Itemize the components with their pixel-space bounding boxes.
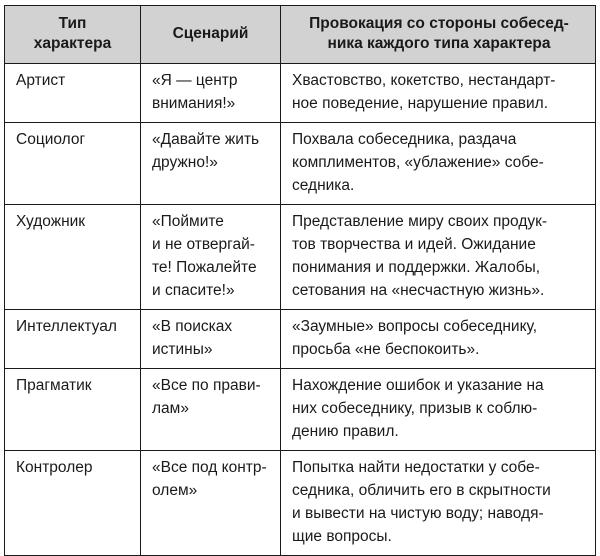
provocation-text: Похвала собеседника, раздача комплиментов, «ублажение» собе- седника. (292, 131, 544, 194)
header-provocation-label: Провокация со стороны собесед- ника каждого типа характера (309, 15, 569, 52)
table-body (5, 64, 596, 556)
provocation-cell (281, 64, 596, 123)
table-row (5, 310, 596, 369)
table-row (5, 123, 596, 205)
provocation-text: Нахождение ошибок и указание на них собеседнику, призыв к соблю- дению правил. (292, 377, 544, 440)
scenario-cell (141, 64, 281, 123)
type-cell (5, 123, 141, 205)
scenario-text: «Все по прави- лам» (152, 377, 261, 417)
provocation-cell (281, 123, 596, 205)
character-types-table (4, 5, 596, 556)
header-type-label: Тип характера (33, 15, 112, 52)
provocation-cell (281, 205, 596, 310)
header-provocation (281, 6, 596, 64)
table-header (5, 6, 596, 64)
provocation-text: Представление миру своих продук- тов творчества и идей. Ожидание понимания и поддержки. Жалобы, сетования на «несчастную жизнь». (292, 213, 548, 299)
header-scenario-label: Сценарий (172, 25, 249, 42)
provocation-text: «Заумные» вопросы собеседнику, просьба «не беспокоить». (292, 318, 538, 358)
scenario-text: «Я — центр внимания!» (152, 72, 238, 112)
header-row (5, 6, 596, 64)
type-text: Контролер (16, 459, 93, 476)
scenario-text: «Все под контр- олем» (152, 459, 267, 499)
header-scenario (141, 6, 281, 64)
type-cell (5, 451, 141, 556)
type-cell (5, 369, 141, 451)
header-type (5, 6, 141, 64)
scenario-text: «Давайте жить дружно!» (152, 131, 260, 171)
table-row (5, 64, 596, 123)
type-cell (5, 64, 141, 123)
type-text: Прагматик (16, 377, 92, 394)
provocation-cell (281, 310, 596, 369)
type-cell (5, 205, 141, 310)
scenario-cell (141, 369, 281, 451)
provocation-cell (281, 451, 596, 556)
type-text: Художник (16, 213, 86, 230)
scenario-cell (141, 451, 281, 556)
scenario-text: «В поисках истины» (152, 318, 233, 358)
provocation-cell (281, 369, 596, 451)
type-text: Артист (16, 72, 66, 89)
type-text: Социолог (16, 131, 86, 148)
scenario-cell (141, 310, 281, 369)
table-row (5, 205, 596, 310)
scenario-text: «Поймите и не отвергай- те! Пожалейте и спасите!» (152, 213, 257, 299)
provocation-text: Хвастовство, кокетство, нестандарт- ное поведение, нарушение правил. (292, 72, 556, 112)
scenario-cell (141, 205, 281, 310)
table-row (5, 369, 596, 451)
type-text: Интеллектуал (16, 318, 117, 335)
character-types-table-wrapper (4, 5, 595, 556)
type-cell (5, 310, 141, 369)
scenario-cell (141, 123, 281, 205)
table-row (5, 451, 596, 556)
provocation-text: Попытка найти недостатки у собе- седника, обличить его в скрытности и вывести на чистую воду; наводя- щие вопросы. (292, 459, 551, 545)
